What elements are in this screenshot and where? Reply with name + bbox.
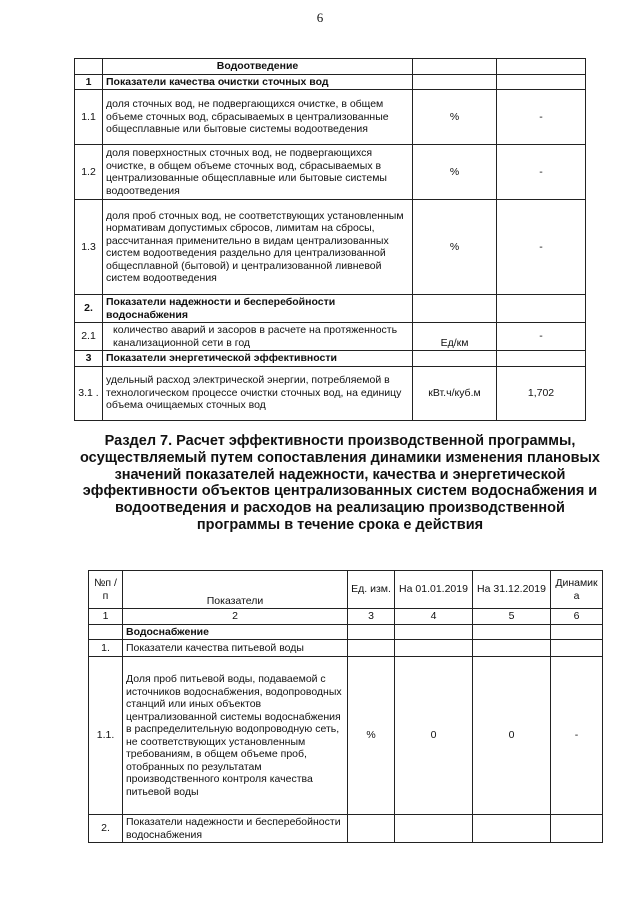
table-row: 1.3 доля проб сточных вод, не соответствующих установленным нормативам допустимых сбросов, лимитам на сбросы, рассчитанная применительно в видам централизованных систем водоотведения раздельно для централизованной общесплавной (бытовой) и централизованной ливневой систем водоотведения % -: [75, 200, 586, 295]
table1-header: Водоотведение: [103, 59, 413, 75]
efficiency-table: [88, 570, 603, 843]
page-number: 6: [316, 10, 324, 25]
table-row: 1. Показатели качества питьевой воды: [89, 640, 603, 657]
column-number-row: 1 2 3 4 5 6: [89, 609, 603, 625]
table-row: 1.2 доля поверхностных сточных вод, не подвергающихся очистке, в общем объеме сточных вод, сбрасываемых в централизованные общесплавные или бытовые системы водоотведения % -: [75, 145, 586, 200]
section-heading: Раздел 7. Расчет эффективности производственной программы, осуществляемый путем сопоставления динамики изменения плановых значений показателей надежности, качества и энергетической эффективности объектов централизованных систем водоснабжения и водоотведения и расходов на реализацию производственной программы в течение срока е действия: [80, 433, 600, 533]
table-row: 2. Показатели надежности и бесперебойности водоснабжения: [75, 295, 586, 323]
table-row: 1.1 доля сточных вод, не подвергающихся очистке, в общем объеме сточных вод, сбрасываемых в централизованные общесплавные или бытовые системы водоотведения % -: [75, 90, 586, 145]
table-row: 2. Показатели надежности и бесперебойности водоснабжения: [89, 815, 603, 843]
table-row: 1 Показатели качества очистки сточных вод: [75, 74, 586, 90]
wastewater-indicators-table: [74, 58, 586, 421]
table-row: 1.1. Доля проб питьевой воды, подаваемой с источников водоснабжения, водопроводных станций или иных объектов централизованной системы водоснабжения в распределительную водопроводную сеть, не соответствующих установленным требованиям, в общем объеме проб, отобранных по результатам производственного контроля качества питьевой воды % 0 0 -: [89, 657, 603, 815]
table-row: 3 Показатели энергетической эффективности: [75, 351, 586, 367]
table-header-row: №п /п Показатели Ед. изм. На 01.01.2019 На 31.12.2019 Динамик а: [89, 571, 603, 609]
table2-subheader: Водоснабжение: [123, 624, 348, 640]
table-row: 2.1 количество аварий и засоров в расчете на протяженность канализационной сети в год Ед/км -: [75, 323, 586, 351]
table-row: 3.1 . удельный расход электрической энергии, потребляемой в технологическом процессе очистки сточных вод, на единицу объема очищаемых сточных вод кВт.ч/куб.м 1,702: [75, 366, 586, 420]
